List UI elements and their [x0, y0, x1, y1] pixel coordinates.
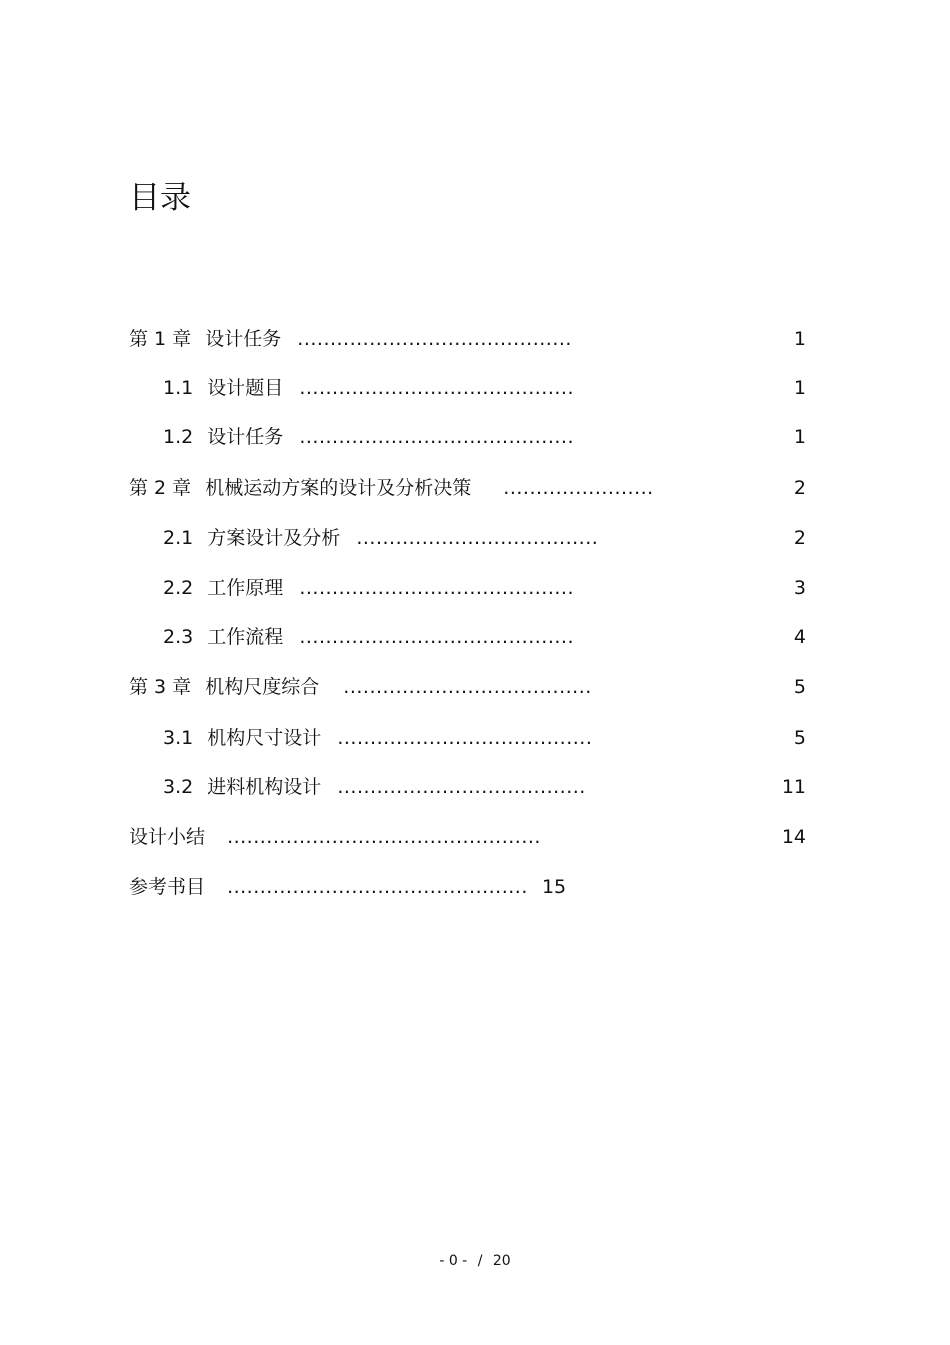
toc-entry-number: 1.2: [163, 426, 194, 448]
toc-entry-number: 2.2: [163, 577, 194, 599]
toc-entry[interactable]: [129, 326, 572, 352]
toc-entry[interactable]: [129, 475, 654, 501]
toc-entry-label: 工作原理: [207, 577, 284, 599]
page-footer: [0, 1251, 950, 1271]
toc-entry-number: 1.1: [163, 377, 194, 399]
page-number-separator: /: [477, 1253, 483, 1269]
toc-entry-leader: .......................: [503, 477, 654, 499]
toc-entry[interactable]: [163, 375, 574, 401]
toc-entry-leader: ..........................................: [299, 577, 574, 599]
toc-entry-leader: .....................................: [356, 527, 599, 549]
toc-entry-number: 第 2 章: [129, 477, 192, 499]
toc-entry-label: 工作流程: [207, 626, 284, 648]
toc-entry-leader: .......................................: [337, 727, 593, 749]
toc-entry-label: 设计小结: [129, 826, 206, 848]
toc-entry[interactable]: [163, 575, 574, 601]
toc-entry-label: 机械运动方案的设计及分析决策: [205, 477, 472, 499]
toc-entry-leader: ................................................: [227, 826, 541, 848]
page-number-current: - 0 -: [439, 1253, 468, 1269]
toc-entry-label: 机构尺寸设计: [207, 727, 322, 749]
toc-entry-number: 2.3: [163, 626, 194, 648]
toc-entry-number: 第 1 章: [129, 328, 192, 350]
toc-entry-number: 3.1: [163, 727, 194, 749]
toc-entry-page: 15: [541, 876, 567, 898]
toc-entry-label: 进料机构设计: [207, 776, 322, 798]
toc-entry[interactable]: [129, 674, 592, 700]
toc-entry-leader: ..........................................: [299, 377, 574, 399]
toc-entry-page: 1: [793, 426, 806, 448]
toc-entry-label: 设计任务: [207, 426, 284, 448]
toc-entry-leader: ..............................................: [227, 876, 528, 898]
toc-entry-number: 第 3 章: [129, 676, 192, 698]
toc-entry-label: 设计任务: [205, 328, 282, 350]
toc-entry-page: 2: [793, 477, 806, 499]
toc-entry-leader: ..........................................: [299, 626, 574, 648]
toc-entry-page: 3: [793, 577, 806, 599]
toc-entry-page: 11: [781, 776, 806, 798]
toc-title: 目录: [129, 180, 191, 216]
toc-entry-page: 2: [793, 527, 806, 549]
toc-entry[interactable]: [163, 525, 598, 551]
toc-entry-leader: ......................................: [343, 676, 592, 698]
toc-entry[interactable]: [163, 725, 592, 751]
toc-entry-page: 4: [793, 626, 806, 648]
toc-entry[interactable]: [129, 874, 566, 900]
toc-entry[interactable]: [163, 424, 574, 450]
toc-entry-number: 2.1: [163, 527, 194, 549]
toc-entry-page: 1: [793, 377, 806, 399]
toc-entry[interactable]: [163, 624, 574, 650]
toc-entry-leader: ......................................: [337, 776, 586, 798]
toc-entry[interactable]: [129, 824, 541, 850]
toc-entry-label: 参考书目: [129, 876, 206, 898]
toc-entry-page: 14: [781, 826, 806, 848]
toc-entry-page: 1: [793, 328, 806, 350]
toc-entry-page: 5: [793, 727, 806, 749]
toc-entry-label: 机构尺度综合: [205, 676, 320, 698]
toc-entry-label: 方案设计及分析: [207, 527, 341, 549]
toc-entry-leader: ..........................................: [297, 328, 572, 350]
toc-entry-number: 3.2: [163, 776, 194, 798]
page-number-total: 20: [492, 1253, 511, 1269]
toc-entry-page: 5: [793, 676, 806, 698]
toc-entry[interactable]: [163, 774, 586, 800]
toc-entry-leader: ..........................................: [299, 426, 574, 448]
toc-entry-label: 设计题目: [207, 377, 284, 399]
